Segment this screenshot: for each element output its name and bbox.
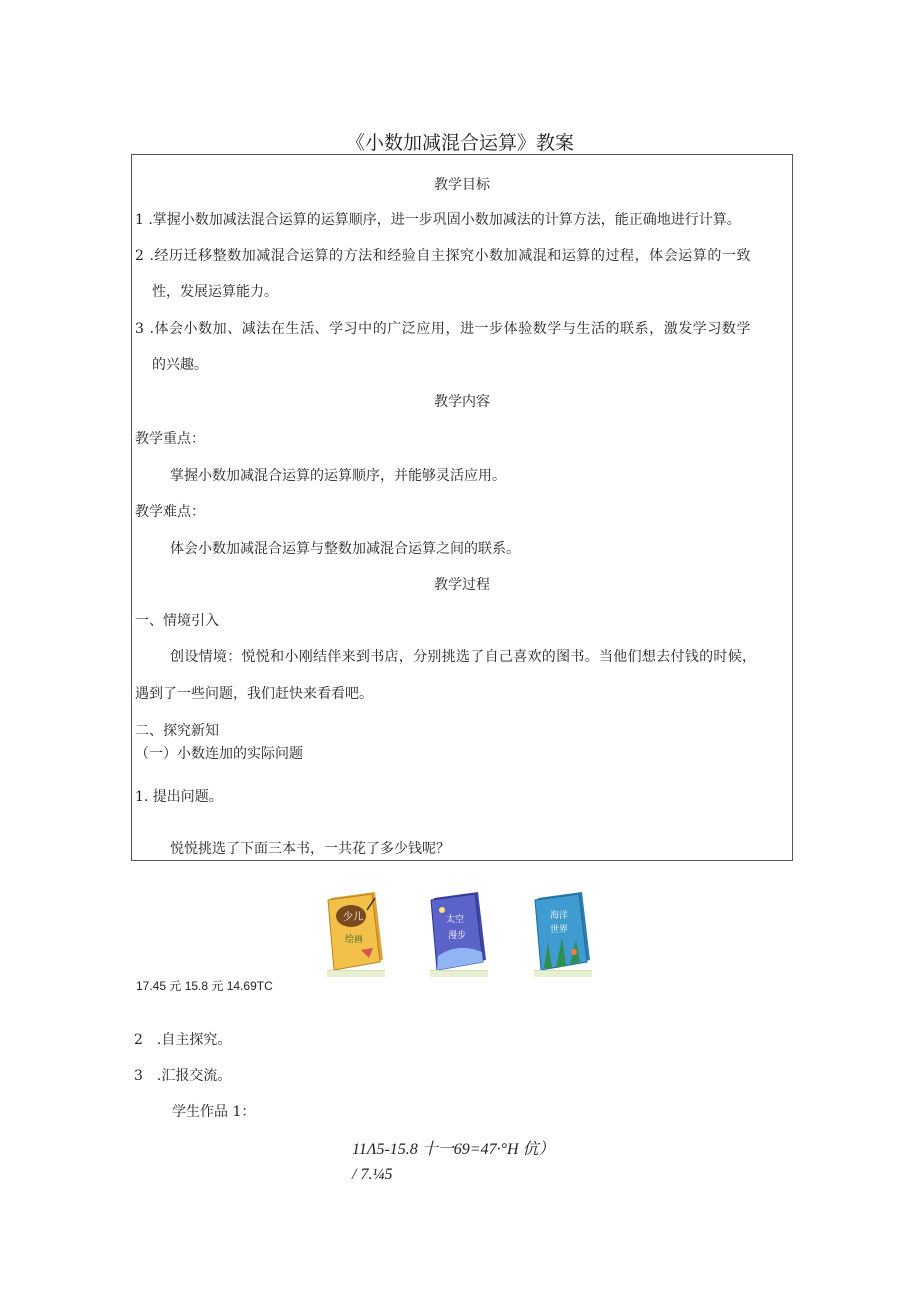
lesson-plan-table: [131, 154, 793, 861]
key-point-text: 掌握小数加减混合运算的运算顺序，并能够灵活应用。: [170, 468, 506, 484]
book-1-title-line-1: 少儿: [343, 912, 363, 923]
document-title: 《小数加减混合运算》教案: [345, 132, 574, 154]
book-prices: 17.45 元 15.8 元 14.69TC: [136, 979, 273, 993]
scene-text-line-2: 遇到了一些问题，我们赶快来看看吧。: [135, 686, 373, 702]
objective-item-3-line-2: 的兴趣。: [152, 357, 208, 373]
book-cover-space: [428, 890, 488, 970]
objectives-heading: 教学目标: [434, 177, 490, 193]
step-2-text: 2 .自主探究。: [134, 1032, 232, 1048]
book-2-title-line-2: 漫步: [448, 931, 467, 941]
section-explore-heading: 二、探究新知: [135, 723, 219, 739]
step-1-text: 1. 提出问题。: [135, 789, 223, 805]
question-text: 悦悦挑选了下面三本书，一共花了多少钱呢？: [170, 841, 450, 857]
book-1-title-line-2: 绘画: [345, 935, 364, 945]
objective-item-1: 1 .掌握小数加减法混合运算的运算顺序，进一步巩固小数加减法的计算方法，能正确地进行计算。: [135, 212, 741, 228]
book-2-stand: [430, 970, 488, 977]
scene-text-line-1: 创设情境：悦悦和小刚结伴来到书店，分别挑选了自己喜欢的图书。当他们想去付钱的时候，: [170, 649, 757, 665]
student-work-label: 学生作品 1：: [172, 1104, 256, 1120]
book-cover-ocean: [532, 890, 592, 970]
objective-item-3-line-1: 3 .体会小数加、减法在生活、学习中的广泛应用，进一步体验数学与生活的联系，激发学习数学: [135, 321, 752, 337]
content-heading: 教学内容: [434, 394, 490, 410]
book-cover-painting: [325, 890, 385, 970]
key-point-label: 教学重点：: [135, 431, 205, 447]
objective-item-2-line-2: 性，发展运算能力。: [152, 284, 278, 300]
student-calculation-line-2: / 7.¼5: [352, 1166, 393, 1183]
book-1-stand: [327, 970, 385, 977]
subsection-heading: （一）小数连加的实际问题: [135, 746, 303, 762]
objective-item-2-line-1: 2 .经历迁移整数加减混合运算的方法和经验自主探究小数加减混和运算的过程，体会运算的一致: [135, 248, 752, 264]
book-3-title-line-1: 海洋: [550, 911, 569, 921]
book-illustrations: [0, 886, 920, 978]
difficulty-text: 体会小数加减混合运算与整数加减混合运算之间的联系。: [170, 541, 520, 557]
book-2-title-line-1: 太空: [446, 915, 465, 925]
difficulty-label: 教学难点：: [135, 504, 205, 520]
step-3-text: 3 .汇报交流。: [134, 1068, 232, 1084]
student-calculation-line-1: 11Λ5-15.8 十一69=47·°H 伉）: [352, 1141, 555, 1158]
book-3-title-line-2: 世界: [550, 925, 569, 935]
section-intro-heading: 一、情境引入: [135, 613, 219, 629]
process-heading: 教学过程: [434, 577, 490, 593]
book-3-stand: [534, 970, 592, 977]
